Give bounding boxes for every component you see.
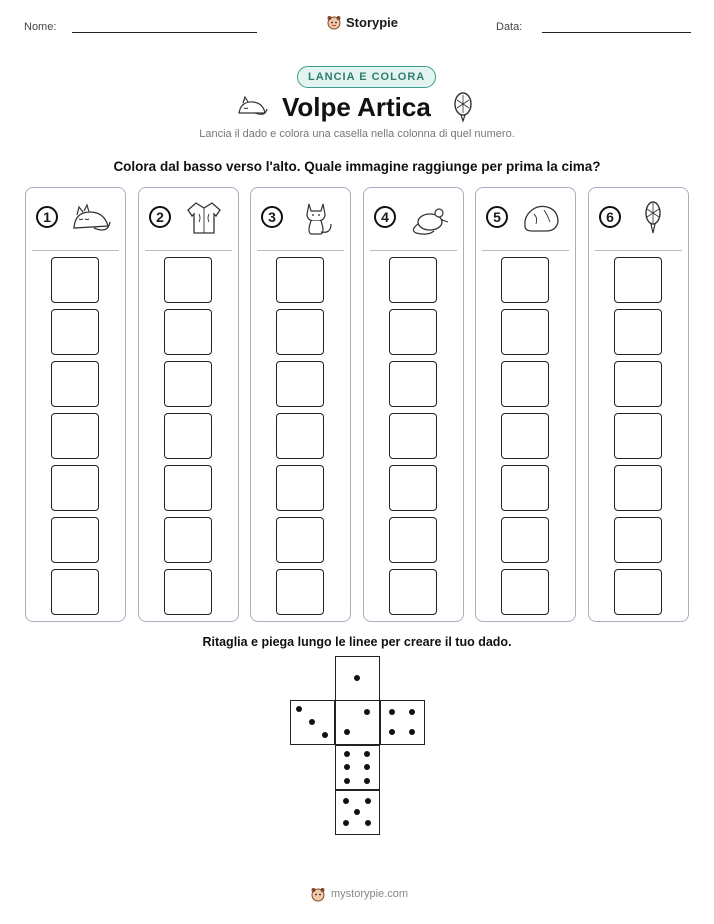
color-cell[interactable] <box>614 413 662 459</box>
color-cell[interactable] <box>164 569 212 615</box>
color-cell[interactable] <box>501 517 549 563</box>
column-divider <box>595 250 682 251</box>
color-cell[interactable] <box>501 465 549 511</box>
color-cell[interactable] <box>276 361 324 407</box>
die-pip <box>409 709 415 715</box>
die-pip <box>296 706 302 712</box>
activity-badge: LANCIA E COLORA <box>297 66 436 88</box>
color-cell[interactable] <box>389 413 437 459</box>
date-line[interactable] <box>542 32 691 33</box>
color-cell[interactable] <box>51 517 99 563</box>
storypie-logo-icon <box>326 14 342 30</box>
column-number: 2 <box>149 206 171 228</box>
die-instruction: Ritaglia e piega lungo le linee per creare il tuo dado. <box>202 635 512 649</box>
column-number: 6 <box>599 206 621 228</box>
color-cell[interactable] <box>614 309 662 355</box>
column-5 <box>475 187 576 622</box>
color-cell[interactable] <box>164 361 212 407</box>
snowshoe-icon <box>633 200 675 236</box>
logo <box>326 14 398 30</box>
subtitle: Lancia il dado e colora una casella nella colonna di quel numero. <box>199 128 515 140</box>
storypie-footer-logo-icon <box>310 886 326 902</box>
column-number: 3 <box>261 206 283 228</box>
die-pip <box>322 732 328 738</box>
die-pip <box>343 820 349 826</box>
color-cell[interactable] <box>501 569 549 615</box>
die-pip <box>389 729 395 735</box>
die-face-4 <box>380 700 425 745</box>
color-cell[interactable] <box>614 257 662 303</box>
footer <box>310 886 408 902</box>
die-pip <box>344 764 350 770</box>
color-cell[interactable] <box>51 257 99 303</box>
date-label: Data: <box>496 21 523 33</box>
die-pip <box>365 798 371 804</box>
logo-text: Storypie <box>346 14 399 30</box>
die-pip <box>344 729 350 735</box>
die-pip <box>364 764 370 770</box>
color-cell[interactable] <box>501 413 549 459</box>
color-cell[interactable] <box>51 361 99 407</box>
die-pip <box>309 719 315 725</box>
die-pip <box>343 798 349 804</box>
die-pip <box>389 709 395 715</box>
color-cell[interactable] <box>164 309 212 355</box>
color-cell[interactable] <box>614 569 662 615</box>
color-cell[interactable] <box>389 309 437 355</box>
fur-coat-icon <box>183 200 225 236</box>
color-cell[interactable] <box>389 569 437 615</box>
color-cell[interactable] <box>389 517 437 563</box>
die-pip <box>364 751 370 757</box>
die-face-5 <box>335 790 380 835</box>
die-pip <box>364 778 370 784</box>
rock-icon <box>520 200 562 236</box>
column-divider <box>257 250 344 251</box>
die-pip <box>344 778 350 784</box>
column-6 <box>588 187 689 622</box>
die-pip <box>354 675 360 681</box>
color-cell[interactable] <box>164 257 212 303</box>
color-cell[interactable] <box>276 309 324 355</box>
die-pip <box>354 809 360 815</box>
color-cell[interactable] <box>614 361 662 407</box>
question: Colora dal basso verso l'alto. Quale immagine raggiunge per prima la cima? <box>113 159 601 174</box>
color-cell[interactable] <box>276 465 324 511</box>
column-number: 1 <box>36 206 58 228</box>
color-cell[interactable] <box>276 569 324 615</box>
column-4 <box>363 187 464 622</box>
color-cell[interactable] <box>276 517 324 563</box>
page-title: Volpe Artica <box>282 92 431 122</box>
die-face-3 <box>290 700 335 745</box>
color-cell[interactable] <box>389 465 437 511</box>
die-face-6 <box>335 745 380 790</box>
column-number: 5 <box>486 206 508 228</box>
die-pip <box>365 820 371 826</box>
column-divider <box>32 250 119 251</box>
color-cell[interactable] <box>501 361 549 407</box>
die-face-2 <box>335 700 380 745</box>
color-cell[interactable] <box>389 257 437 303</box>
die-face-1 <box>335 656 380 701</box>
color-cell[interactable] <box>501 257 549 303</box>
mouse-icon <box>408 200 450 236</box>
color-cell[interactable] <box>276 413 324 459</box>
color-cell[interactable] <box>614 517 662 563</box>
column-divider <box>482 250 569 251</box>
die-pip <box>409 729 415 735</box>
die-pip <box>344 751 350 757</box>
name-label: Nome: <box>24 21 57 33</box>
color-cell[interactable] <box>276 257 324 303</box>
column-1 <box>25 187 126 622</box>
color-cell[interactable] <box>51 413 99 459</box>
column-number: 4 <box>374 206 396 228</box>
sleeping-fox-title-icon <box>235 93 269 121</box>
footer-site: mystorypie.com <box>331 888 409 900</box>
sleeping-fox-icon <box>70 200 112 236</box>
column-2 <box>138 187 239 622</box>
color-cell[interactable] <box>614 465 662 511</box>
color-cell[interactable] <box>164 517 212 563</box>
column-divider <box>370 250 457 251</box>
column-3 <box>250 187 351 622</box>
color-cell[interactable] <box>164 465 212 511</box>
color-cell[interactable] <box>389 361 437 407</box>
die-pip <box>364 709 370 715</box>
name-line[interactable] <box>72 32 257 33</box>
arctic-fox-icon <box>295 200 337 236</box>
color-cell[interactable] <box>51 309 99 355</box>
color-cell[interactable] <box>51 465 99 511</box>
color-cell[interactable] <box>164 413 212 459</box>
color-cell[interactable] <box>501 309 549 355</box>
column-divider <box>145 250 232 251</box>
snowshoe-title-icon <box>452 91 474 123</box>
color-cell[interactable] <box>51 569 99 615</box>
